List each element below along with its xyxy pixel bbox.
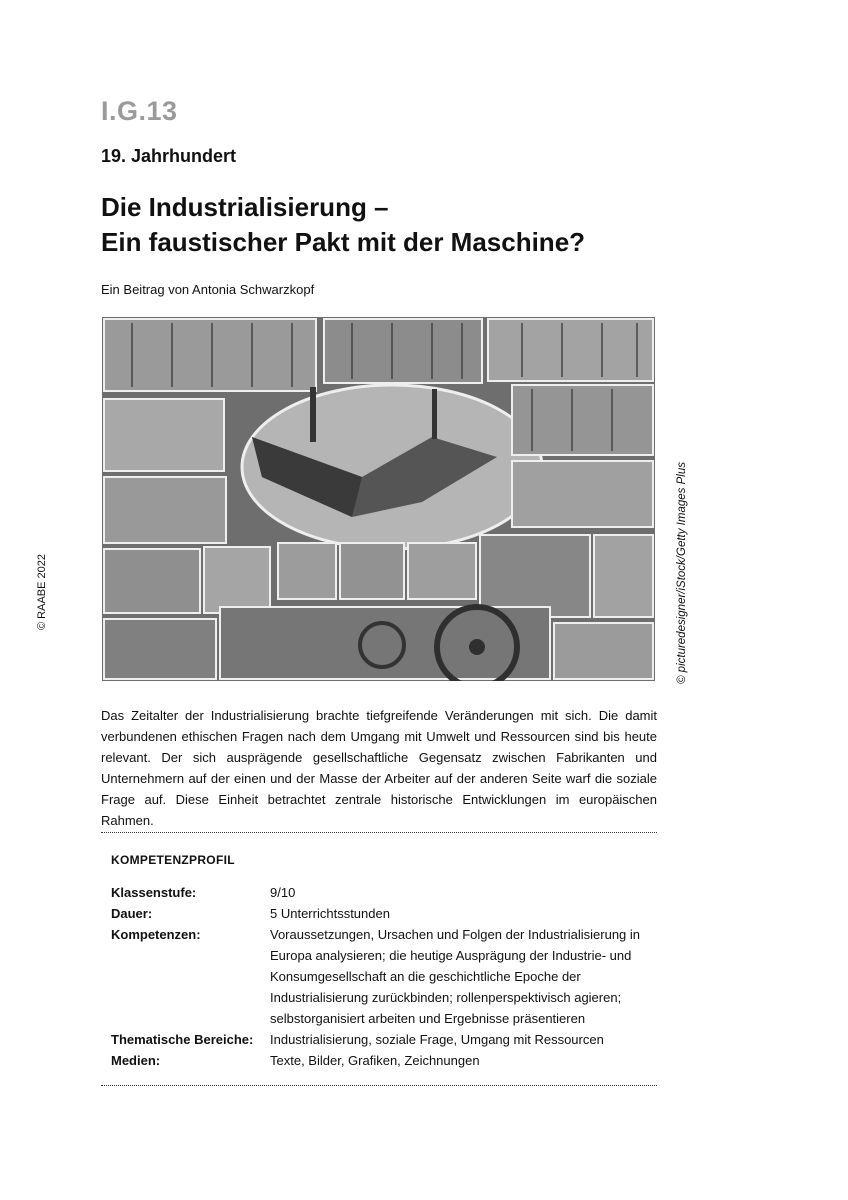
title-line-2: Ein faustischer Pakt mit der Maschine? (101, 227, 586, 257)
profile-label: Thematische Bereiche: (111, 1032, 254, 1047)
profile-row-bereiche (111, 1029, 651, 1050)
profile-row-klassenstufe (111, 882, 651, 903)
factory-illustration (102, 317, 655, 681)
profile-value: 5 Unterrichtsstunden (270, 906, 390, 921)
profile-row-dauer (111, 903, 651, 924)
profile-label: Klassenstufe: (111, 885, 197, 900)
copyright-note: © RAABE 2022 (36, 554, 48, 630)
profile-value: Industrialisierung, soziale Frage, Umgang mit Ressourcen (270, 1032, 604, 1047)
unit-code: I.G.13 (101, 96, 178, 126)
author-line: Ein Beitrag von Antonia Schwarzkopf (101, 282, 315, 297)
profile-row-kompetenzen (111, 924, 651, 1029)
kompetenzprofil-heading: KOMPETENZPROFIL (111, 853, 235, 867)
intro-paragraph: Das Zeitalter der Industrialisierung brachte tiefgreifende Veränderungen mit sich. Die damit verbundenen ethischen Fragen nach dem Umgang mit Umwelt und Ressourcen sind bis heute relevant. Der sich ausprägende gesellschaftliche Gegensatz zwischen Fabrikanten und Unternehmern auf der einen und der Masse der Arbeiter auf der anderen Seite warf die soziale Frage auf. Diese Einheit betrachtet zentrale historische Entwicklungen im europäischen Rahmen. (101, 708, 657, 828)
divider-bottom (101, 1085, 657, 1086)
image-credit: © picturedesigner/iStock/Getty Images Plus (676, 462, 688, 684)
profile-row-medien (111, 1050, 651, 1071)
divider-top (101, 832, 657, 833)
profile-value: Voraussetzungen, Ursachen und Folgen der Industrialisierung in Europa analysieren; die heutige Ausprägung der Industrie- und Konsumgesellschaft an die geschichtliche Epoche der Industrialisierung zurückbinden; rollenperspektivisch agieren; selbstorganisiert arbeiten und Ergebnisse präsentieren (270, 927, 641, 1026)
profile-value: Texte, Bilder, Grafiken, Zeichnungen (270, 1053, 480, 1068)
period-subtitle: 19. Jahrhundert (101, 146, 237, 166)
kompetenzprofil-table (111, 882, 651, 1071)
profile-label: Medien: (111, 1053, 161, 1068)
title-line-1: Die Industrialisierung – (101, 192, 389, 222)
profile-label: Dauer: (111, 906, 153, 921)
profile-label: Kompetenzen: (111, 927, 201, 942)
profile-value: 9/10 (270, 885, 296, 900)
page-title (101, 190, 585, 260)
